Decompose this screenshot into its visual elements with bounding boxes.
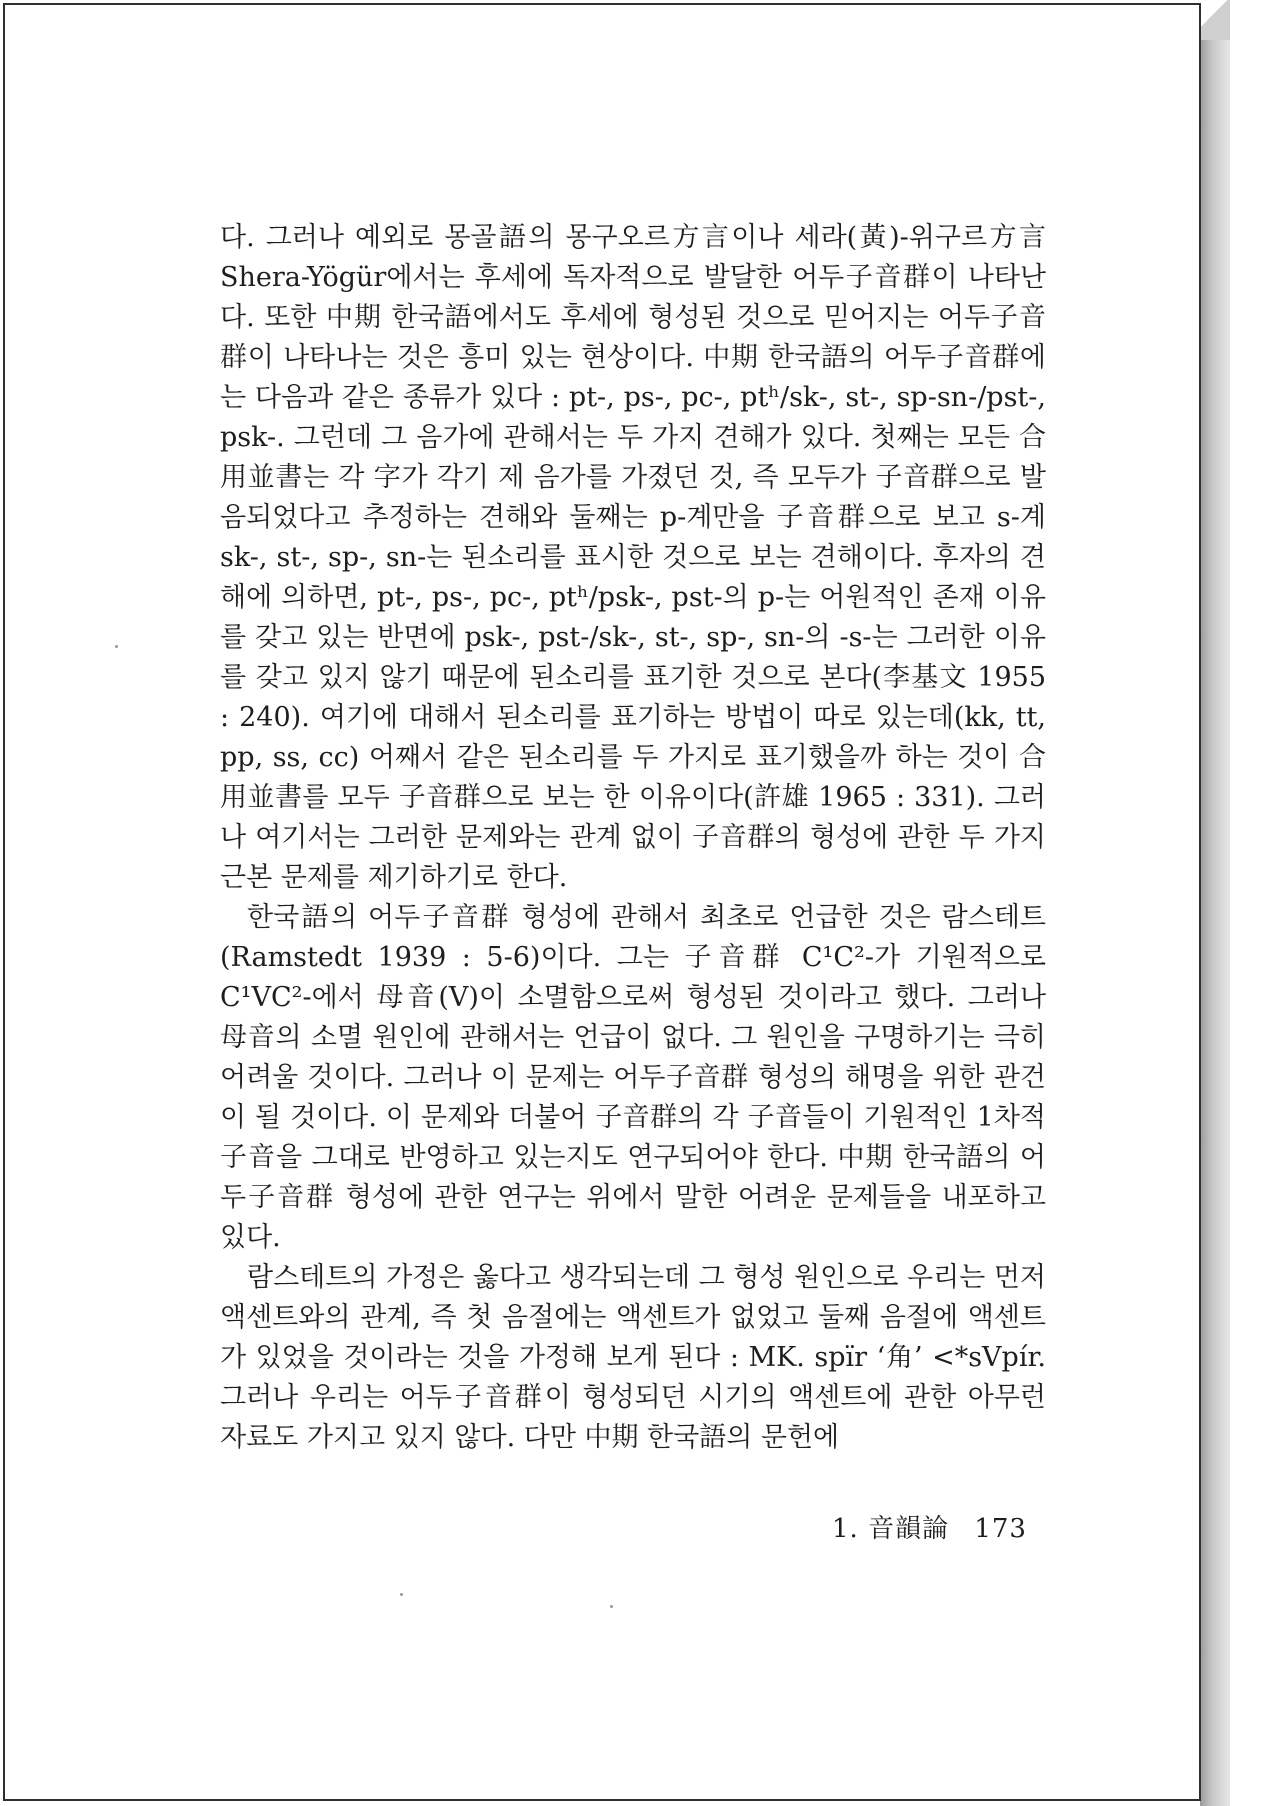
page-edge-shadow [1200, 0, 1230, 1806]
paragraph-3: 람스테트의 가정은 옳다고 생각되는데 그 형성 원인으로 우리는 먼저 액센트와의 관계, 즉 첫 음절에는 액센트가 없었고 둘째 음절에 액센트가 있었을 것이라는 것을 가정해 보게 된다 : MK. spïr ‘角’ <*sVpír. 그러나 우리는 어두子音群이 형성되던 시기의 액센트에 관한 아무런 자료도 가지고 있지 않다. 다만 中期 한국語의 문헌에 [220, 1262, 1046, 1453]
section-title: 1. 音韻論 [832, 1514, 950, 1544]
scan-speck [400, 1593, 403, 1596]
page-number: 173 [974, 1514, 1027, 1544]
paragraph-2: 한국語의 어두子音群 형성에 관해서 최초로 언급한 것은 람스테트(Ramstedt 1939 : 5-6)이다. 그는 子音群 C¹C²-가 기원적으로 C¹VC²-에서 母音(V)이 소멸함으로써 형성된 것이라고 했다. 그러나 母音의 소멸 원인에 관해서는 언급이 없다. 그 원인을 구명하기는 극히 어려울 것이다. 그러나 이 문제는 어두子音群 형성의 해명을 위한 관건이 될 것이다. 이 문제와 더불어 子音群의 각 子音들이 기원적인 1차적 子音을 그대로 반영하고 있는지도 연구되어야 한다. 中期 한국語의 어두子音群 형성에 관한 연구는 위에서 말한 어려운 문제들을 내포하고 있다. [220, 902, 1046, 1253]
scan-speck [115, 645, 118, 648]
body-text [220, 218, 1046, 1458]
scan-speck [610, 1605, 613, 1608]
page-footer [832, 1508, 1043, 1545]
paragraph-1: 다. 그러나 예외로 몽골語의 몽구오르方言이나 세라(黃)-위구르方言 Shera-Yögür에서는 후세에 독자적으로 발달한 어두子音群이 나타난다. 또한 中期 한국語에서도 후세에 형성된 것으로 믿어지는 어두子音群이 나타나는 것은 흥미 있는 현상이다. 中期 한국語의 어두子音群에는 다음과 같은 종류가 있다 : pt-, ps-, pc-, ptʰ/sk-, st-, sp-sn-/pst-, psk-. 그런데 그 음가에 관해서는 두 가지 견해가 있다. 첫째는 모든 合用並書는 각 字가 각기 제 음가를 가졌던 것, 즉 모두가 子音群으로 발음되었다고 추정하는 견해와 둘째는 p-계만을 子音群으로 보고 s-계 sk-, st-, sp-, sn-는 된소리를 표시한 것으로 보는 견해이다. 후자의 견해에 의하면, pt-, ps-, pc-, ptʰ/psk-, pst-의 p-는 어원적인 존재 이유를 갖고 있는 반면에 psk-, pst-/sk-, st-, sp-, sn-의 -s-는 그러한 이유를 갖고 있지 않기 때문에 된소리를 표기한 것으로 본다(李基文 1955 : 240). 여기에 대해서 된소리를 표기하는 방법이 따로 있는데(kk, tt, pp, ss, cc) 어째서 같은 된소리를 두 가지로 표기했을까 하는 것이 合用並書를 모두 子音群으로 보는 한 이유이다(許雄 1965 : 331). 그러나 여기서는 그러한 문제와는 관계 없이 子音群의 형성에 관한 두 가지 근본 문제를 제기하기로 한다. [220, 222, 1046, 893]
